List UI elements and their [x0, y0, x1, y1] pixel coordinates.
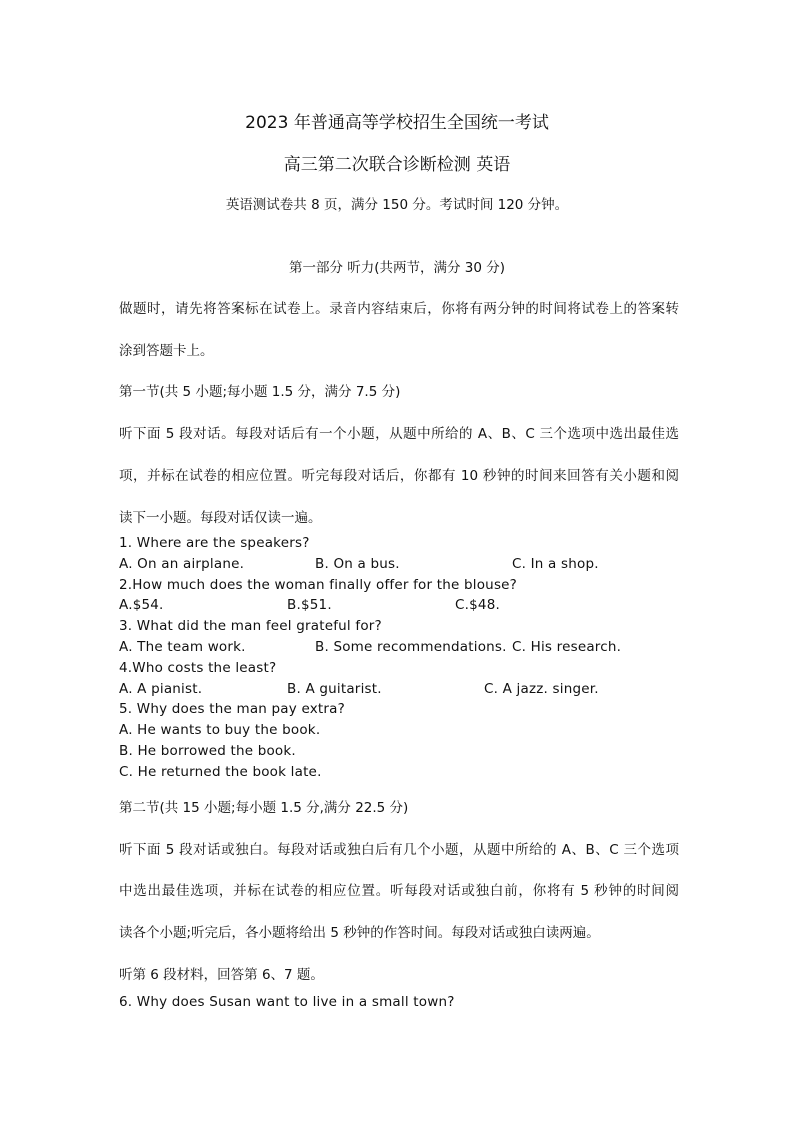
question-1: 1. Where are the speakers?: [119, 535, 310, 551]
question-4: 4.Who costs the least?: [119, 660, 277, 676]
option-3c: C. His research.: [512, 639, 622, 655]
part1-intro-line: 涂到答题卡上。: [119, 343, 214, 359]
option-4a: A. A pianist.: [119, 681, 203, 697]
question-3: 3. What did the man feel grateful for?: [119, 618, 382, 634]
option-4b: B. A guitarist.: [287, 681, 382, 697]
exam-subtitle: 高三第二次联合诊断检测 英语: [283, 155, 511, 175]
section1-heading: 第一节(共 5 小题;每小题 1.5 分，满分 7.5 分): [119, 384, 401, 400]
exam-title: 2023 年普通高等学校招生全国统一考试: [245, 113, 549, 133]
option-2a: A.$54.: [119, 597, 164, 613]
part1-intro-line: 做题时，请先将答案标在试卷上。录音内容结束后，你将有两分钟的时间将试卷上的答案转: [119, 301, 679, 317]
exam-info: 英语测试卷共 8 页，满分 150 分。考试时间 120 分钟。: [225, 197, 569, 213]
option-5a: A. He wants to buy the book.: [119, 722, 321, 738]
section2-instruction-line: 听下面 5 段对话或独白。每段对话或独白后有几个小题，从题中所给的 A、B、C 三个选项: [119, 842, 679, 858]
section1-instruction-line: 读下一小题。每段对话仅读一遍。: [119, 510, 322, 526]
option-1a: A. On an airplane.: [119, 556, 245, 572]
section2-instruction-line: 读各个小题;听完后，各小题将给出 5 秒钟的作答时间。每段对话或独白读两遍。: [119, 925, 600, 941]
section2-heading: 第二节(共 15 小题;每小题 1.5 分,满分 22.5 分): [119, 800, 409, 816]
option-1b: B. On a bus.: [315, 556, 400, 572]
option-2b: B.$51.: [287, 597, 332, 613]
section1-instruction-line: 听下面 5 段对话。每段对话后有一个小题，从题中所给的 A、B、C 三个选项中选出最佳选: [119, 426, 679, 442]
option-3a: A. The team work.: [119, 639, 246, 655]
option-2c: C.$48.: [455, 597, 500, 613]
option-5c: C. He returned the book late.: [119, 764, 322, 780]
section2-instruction-line: 中选出最佳选项，并标在试卷的相应位置。听每段对话或独白前，你将有 5 秒钟的时间阅: [119, 883, 679, 899]
question-2: 2.How much does the woman finally offer for the blouse?: [119, 577, 518, 593]
option-5b: B. He borrowed the book.: [119, 743, 296, 759]
option-1c: C. In a shop.: [512, 556, 599, 572]
section1-instruction-line: 项，并标在试卷的相应位置。听完每段对话后，你都有 10 秒钟的时间来回答有关小题和阅: [119, 468, 679, 484]
material-instruction: 听第 6 段材料，回答第 6、7 题。: [119, 967, 324, 983]
part1-heading: 第一部分 听力(共两节，满分 30 分): [288, 260, 506, 276]
option-3b: B. Some recommendations.: [315, 639, 507, 655]
question-5: 5. Why does the man pay extra?: [119, 701, 345, 717]
question-6: 6. Why does Susan want to live in a small town?: [119, 994, 455, 1010]
option-4c: C. A jazz. singer.: [484, 681, 599, 697]
